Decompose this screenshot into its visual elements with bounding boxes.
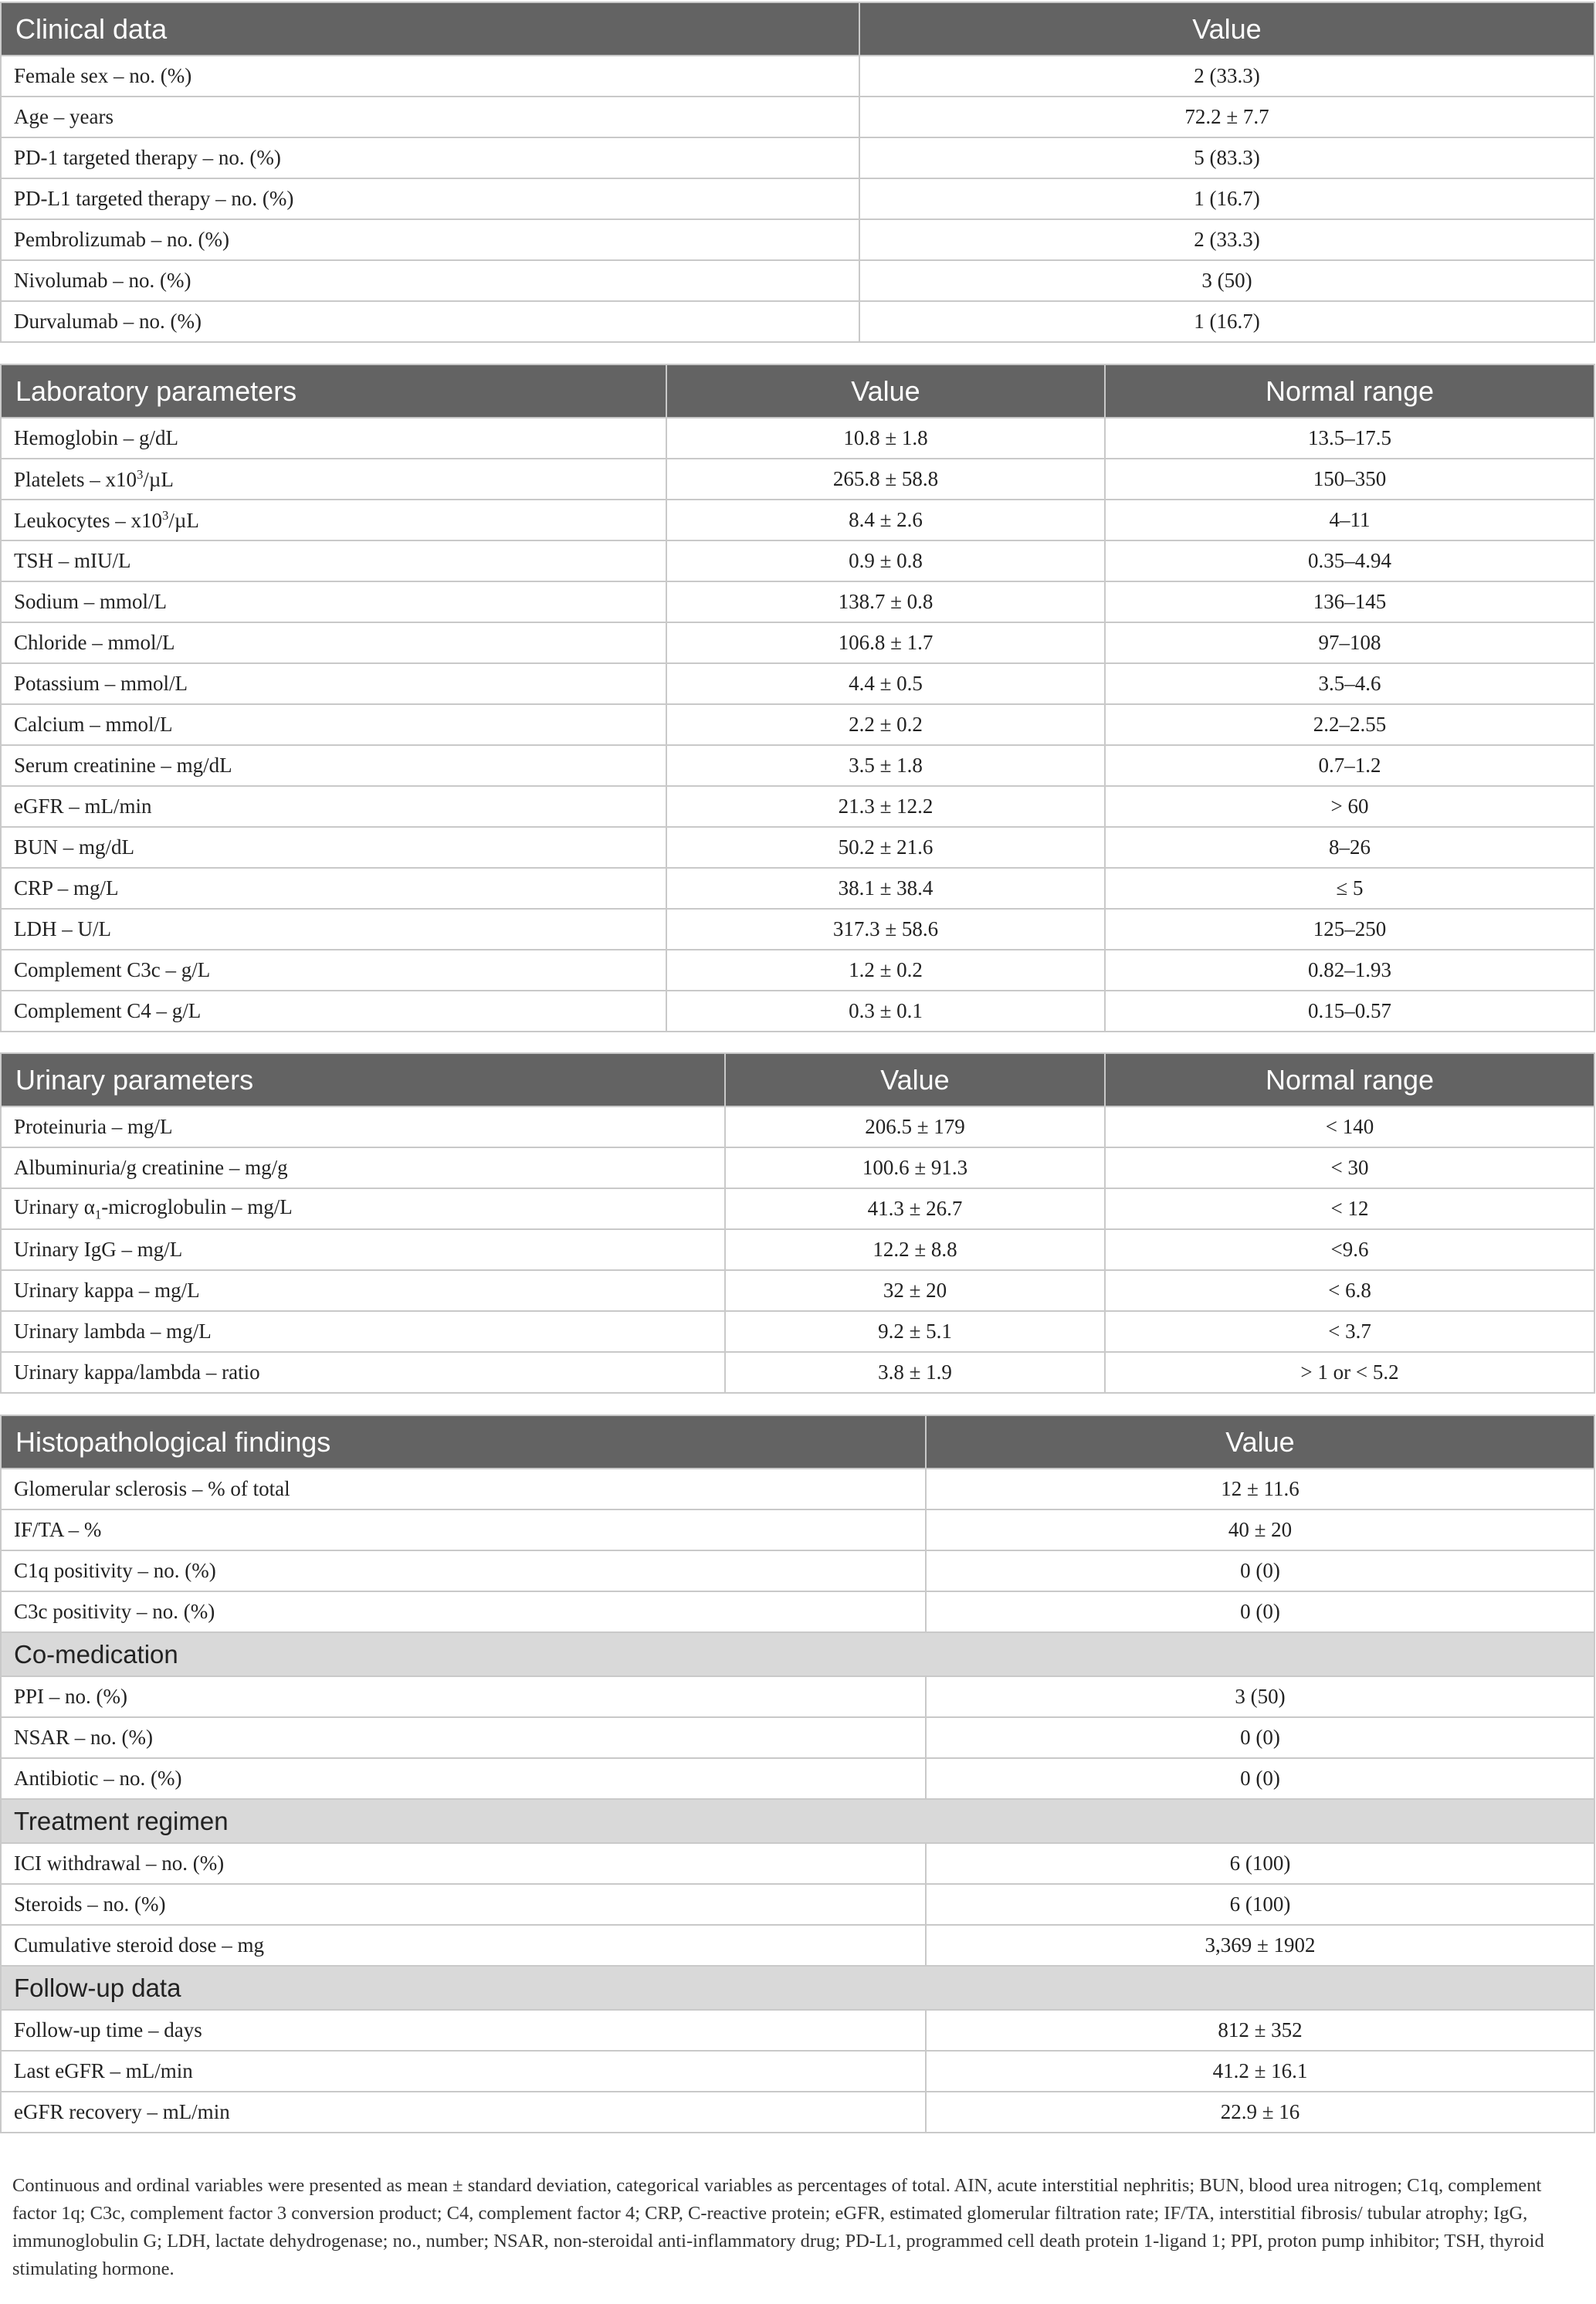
- row-label-cell: Urinary $\alpha_1$-microglobulin – mg/L: [1, 1188, 725, 1229]
- row-label-cell: Urinary kappa – mg/L: [1, 1270, 725, 1311]
- table-row: [1, 219, 1594, 260]
- value-cell: 1 (16.7): [859, 301, 1594, 342]
- value-cell: 8.4 ± 2.6: [666, 500, 1105, 540]
- row-label-cell: Nivolumab – no. (%): [1, 260, 859, 301]
- value-cell: 22.9 ± 16: [926, 2092, 1594, 2133]
- urinary-parameters-table: [0, 1052, 1595, 1394]
- section-header-row: [1, 1966, 1594, 2010]
- table-row: [1, 1469, 1594, 1509]
- value-cell: 3 (50): [926, 1676, 1594, 1717]
- row-label-cell: Urinary IgG – mg/L: [1, 1229, 725, 1270]
- row-label-cell: Complement C3c – g/L: [1, 950, 666, 991]
- value-cell: < 30: [1105, 1147, 1594, 1188]
- table-row: [1, 2051, 1594, 2092]
- table-row: [1, 1188, 1594, 1229]
- value-cell: 3,369 ± 1902: [926, 1925, 1594, 1966]
- row-label-cell: Female sex – no. (%): [1, 56, 859, 97]
- table-row: [1, 786, 1594, 827]
- row-label-cell: Antibiotic – no. (%): [1, 1758, 926, 1799]
- value-cell: 0.15–0.57: [1105, 991, 1594, 1032]
- value-cell: 136–145: [1105, 581, 1594, 622]
- row-label-cell: Serum creatinine – mg/dL: [1, 745, 666, 786]
- table-row: [1, 1925, 1594, 1966]
- column-header: Urinary parameters: [1, 1053, 725, 1106]
- table-row: [1, 2092, 1594, 2133]
- row-label-cell: IF/TA – %: [1, 1509, 926, 1550]
- value-cell: 9.2 ± 5.1: [725, 1311, 1105, 1352]
- table-row: [1, 950, 1594, 991]
- row-label-cell: Leukocytes – $x10^3/\mu L$: [1, 500, 666, 540]
- row-label-cell: Cumulative steroid dose – mg: [1, 1925, 926, 1966]
- value-cell: 40 ± 20: [926, 1509, 1594, 1550]
- row-label-cell: PPI – no. (%): [1, 1676, 926, 1717]
- value-cell: 138.7 ± 0.8: [666, 581, 1105, 622]
- row-label-cell: C3c positivity – no. (%): [1, 1591, 926, 1632]
- row-label-cell: NSAR – no. (%): [1, 1717, 926, 1758]
- section-header-row: [1, 1632, 1594, 1676]
- column-header: Value: [666, 364, 1105, 418]
- value-cell: 0.82–1.93: [1105, 950, 1594, 991]
- row-label-cell: ICI withdrawal – no. (%): [1, 1843, 926, 1884]
- table-body: [1, 1469, 1594, 2133]
- row-label-cell: Hemoglobin – g/dL: [1, 418, 666, 459]
- section-title: Treatment regimen: [1, 1799, 1594, 1843]
- row-label-cell: Durvalumab – no. (%): [1, 301, 859, 342]
- table-row: [1, 745, 1594, 786]
- clinical-data-table: [0, 2, 1595, 343]
- table-row: [1, 260, 1594, 301]
- column-header: Clinical data: [1, 2, 859, 56]
- row-label-cell: Proteinuria – mg/L: [1, 1106, 725, 1147]
- row-label-cell: Platelets – $x10^3/\mu L$: [1, 459, 666, 500]
- row-label-cell: eGFR – mL/min: [1, 786, 666, 827]
- table-row: [1, 2010, 1594, 2051]
- value-cell: > 60: [1105, 786, 1594, 827]
- table-header: [1, 2, 1594, 56]
- value-cell: 0.3 ± 0.1: [666, 991, 1105, 1032]
- value-cell: 21.3 ± 12.2: [666, 786, 1105, 827]
- row-label-cell: Chloride – mmol/L: [1, 622, 666, 663]
- row-label-cell: C1q positivity – no. (%): [1, 1550, 926, 1591]
- value-cell: 4–11: [1105, 500, 1594, 540]
- value-cell: 13.5–17.5: [1105, 418, 1594, 459]
- value-cell: < 6.8: [1105, 1270, 1594, 1311]
- column-header: Histopathological findings: [1, 1415, 926, 1469]
- value-cell: 0.35–4.94: [1105, 540, 1594, 581]
- column-header: Value: [926, 1415, 1594, 1469]
- row-label-cell: CRP – mg/L: [1, 868, 666, 909]
- table-row: [1, 137, 1594, 178]
- column-header: Normal range: [1105, 364, 1594, 418]
- value-cell: < 3.7: [1105, 1311, 1594, 1352]
- table-row: [1, 1676, 1594, 1717]
- table-body: [1, 56, 1594, 342]
- table-header: [1, 364, 1594, 418]
- row-label-cell: TSH – mIU/L: [1, 540, 666, 581]
- value-cell: 38.1 ± 38.4: [666, 868, 1105, 909]
- value-cell: 106.8 ± 1.7: [666, 622, 1105, 663]
- table-row: [1, 1717, 1594, 1758]
- value-cell: 100.6 ± 91.3: [725, 1147, 1105, 1188]
- row-label-cell: BUN – mg/dL: [1, 827, 666, 868]
- value-cell: < 140: [1105, 1106, 1594, 1147]
- value-cell: 2.2 ± 0.2: [666, 704, 1105, 745]
- row-label-cell: Albuminuria/g creatinine – mg/g: [1, 1147, 725, 1188]
- table-row: [1, 827, 1594, 868]
- value-cell: 12 ± 11.6: [926, 1469, 1594, 1509]
- table-row: [1, 97, 1594, 137]
- table-row: [1, 1147, 1594, 1188]
- row-label-cell: Urinary lambda – mg/L: [1, 1311, 725, 1352]
- laboratory-parameters-table: [0, 364, 1595, 1032]
- value-cell: 0 (0): [926, 1591, 1594, 1632]
- row-label-cell: Last eGFR – mL/min: [1, 2051, 926, 2092]
- table-row: [1, 1758, 1594, 1799]
- table-row: [1, 1509, 1594, 1550]
- row-label-cell: Glomerular sclerosis – % of total: [1, 1469, 926, 1509]
- value-cell: 72.2 ± 7.7: [859, 97, 1594, 137]
- header-row: [1, 1053, 1594, 1106]
- row-label-cell: Age – years: [1, 97, 859, 137]
- table-header: [1, 1053, 1594, 1106]
- table-row: [1, 991, 1594, 1032]
- section-title: Co-medication: [1, 1632, 1594, 1676]
- table-row: [1, 418, 1594, 459]
- table-row: [1, 459, 1594, 500]
- table-footnote: Continuous and ordinal variables were presented as mean ± standard deviation, categorical variables as percentages of total. AIN, acute interstitial nephritis; BUN, blood urea nitrogen; C1q, complement factor 1q; C3c, complement factor 3 conversion product; C4, complement factor 4; CRP, C-reactive protein; eGFR, estimated glomerular filtration rate; IF/TA, interstitial fibrosis/ tubular atrophy; IgG, immunoglobulin G; LDH, lactate dehydrogenase; no., number; NSAR, non-steroidal anti-inflammatory drug; PD-L1, programmed cell death protein 1-ligand 1; PPI, proton pump inhibitor; TSH, thyroid stimulating hormone.: [12, 2175, 1544, 2279]
- table-row: [1, 1270, 1594, 1311]
- row-label-cell: Potassium – mmol/L: [1, 663, 666, 704]
- table-row: [1, 56, 1594, 97]
- value-cell: <9.6: [1105, 1229, 1594, 1270]
- table-row: [1, 1843, 1594, 1884]
- column-header: Laboratory parameters: [1, 364, 666, 418]
- value-cell: 812 ± 352: [926, 2010, 1594, 2051]
- row-label-cell: Pembrolizumab – no. (%): [1, 219, 859, 260]
- table-body: [1, 1106, 1594, 1393]
- column-header: Value: [859, 2, 1594, 56]
- value-cell: 97–108: [1105, 622, 1594, 663]
- table-row: [1, 1884, 1594, 1925]
- table-row: [1, 178, 1594, 219]
- value-cell: 41.2 ± 16.1: [926, 2051, 1594, 2092]
- row-label-cell: Follow-up time – days: [1, 2010, 926, 2051]
- row-label-cell: Sodium – mmol/L: [1, 581, 666, 622]
- table-row: [1, 500, 1594, 540]
- table-row: [1, 1311, 1594, 1352]
- row-label-cell: PD-1 targeted therapy – no. (%): [1, 137, 859, 178]
- value-cell: 2 (33.3): [859, 56, 1594, 97]
- value-cell: 0.9 ± 0.8: [666, 540, 1105, 581]
- value-cell: 6 (100): [926, 1884, 1594, 1925]
- row-label-cell: Calcium – mmol/L: [1, 704, 666, 745]
- section-header-row: [1, 1799, 1594, 1843]
- value-cell: 3.5 ± 1.8: [666, 745, 1105, 786]
- table-row: [1, 1591, 1594, 1632]
- value-cell: 12.2 ± 8.8: [725, 1229, 1105, 1270]
- table-row: [1, 1229, 1594, 1270]
- value-cell: 1.2 ± 0.2: [666, 950, 1105, 991]
- value-cell: 1 (16.7): [859, 178, 1594, 219]
- table-row: [1, 1352, 1594, 1393]
- value-cell: 0.7–1.2: [1105, 745, 1594, 786]
- value-cell: < 12: [1105, 1188, 1594, 1229]
- table-row: [1, 663, 1594, 704]
- row-label-cell: LDH – U/L: [1, 909, 666, 950]
- table-body: [1, 418, 1594, 1032]
- value-cell: 317.3 ± 58.6: [666, 909, 1105, 950]
- histopathological-findings-table: [0, 1415, 1595, 2133]
- value-cell: 2.2–2.55: [1105, 704, 1594, 745]
- value-cell: 3.5–4.6: [1105, 663, 1594, 704]
- column-header: Normal range: [1105, 1053, 1594, 1106]
- row-label-cell: Urinary kappa/lambda – ratio: [1, 1352, 725, 1393]
- table-row: [1, 301, 1594, 342]
- value-cell: 265.8 ± 58.8: [666, 459, 1105, 500]
- value-cell: 206.5 ± 179: [725, 1106, 1105, 1147]
- value-cell: 10.8 ± 1.8: [666, 418, 1105, 459]
- column-header: Value: [725, 1053, 1105, 1106]
- value-cell: 125–250: [1105, 909, 1594, 950]
- value-cell: 5 (83.3): [859, 137, 1594, 178]
- table-row: [1, 1106, 1594, 1147]
- table-header: [1, 1415, 1594, 1469]
- header-row: [1, 1415, 1594, 1469]
- value-cell: 150–350: [1105, 459, 1594, 500]
- value-cell: 3 (50): [859, 260, 1594, 301]
- table-row: [1, 622, 1594, 663]
- row-label-cell: Steroids – no. (%): [1, 1884, 926, 1925]
- value-cell: 32 ± 20: [725, 1270, 1105, 1311]
- value-cell: 6 (100): [926, 1843, 1594, 1884]
- value-cell: 0 (0): [926, 1717, 1594, 1758]
- table-row: [1, 540, 1594, 581]
- section-title: Follow-up data: [1, 1966, 1594, 2010]
- row-label-cell: Complement C4 – g/L: [1, 991, 666, 1032]
- table-row: [1, 704, 1594, 745]
- table-row: [1, 909, 1594, 950]
- row-label-cell: PD-L1 targeted therapy – no. (%): [1, 178, 859, 219]
- value-cell: 0 (0): [926, 1550, 1594, 1591]
- row-label-cell: eGFR recovery – mL/min: [1, 2092, 926, 2133]
- value-cell: > 1 or < 5.2: [1105, 1352, 1594, 1393]
- value-cell: 2 (33.3): [859, 219, 1594, 260]
- value-cell: 0 (0): [926, 1758, 1594, 1799]
- value-cell: ≤ 5: [1105, 868, 1594, 909]
- table-row: [1, 1550, 1594, 1591]
- header-row: [1, 364, 1594, 418]
- value-cell: 3.8 ± 1.9: [725, 1352, 1105, 1393]
- table-row: [1, 581, 1594, 622]
- header-row: [1, 2, 1594, 56]
- value-cell: 41.3 ± 26.7: [725, 1188, 1105, 1229]
- value-cell: 50.2 ± 21.6: [666, 827, 1105, 868]
- value-cell: 8–26: [1105, 827, 1594, 868]
- table-row: [1, 868, 1594, 909]
- value-cell: 4.4 ± 0.5: [666, 663, 1105, 704]
